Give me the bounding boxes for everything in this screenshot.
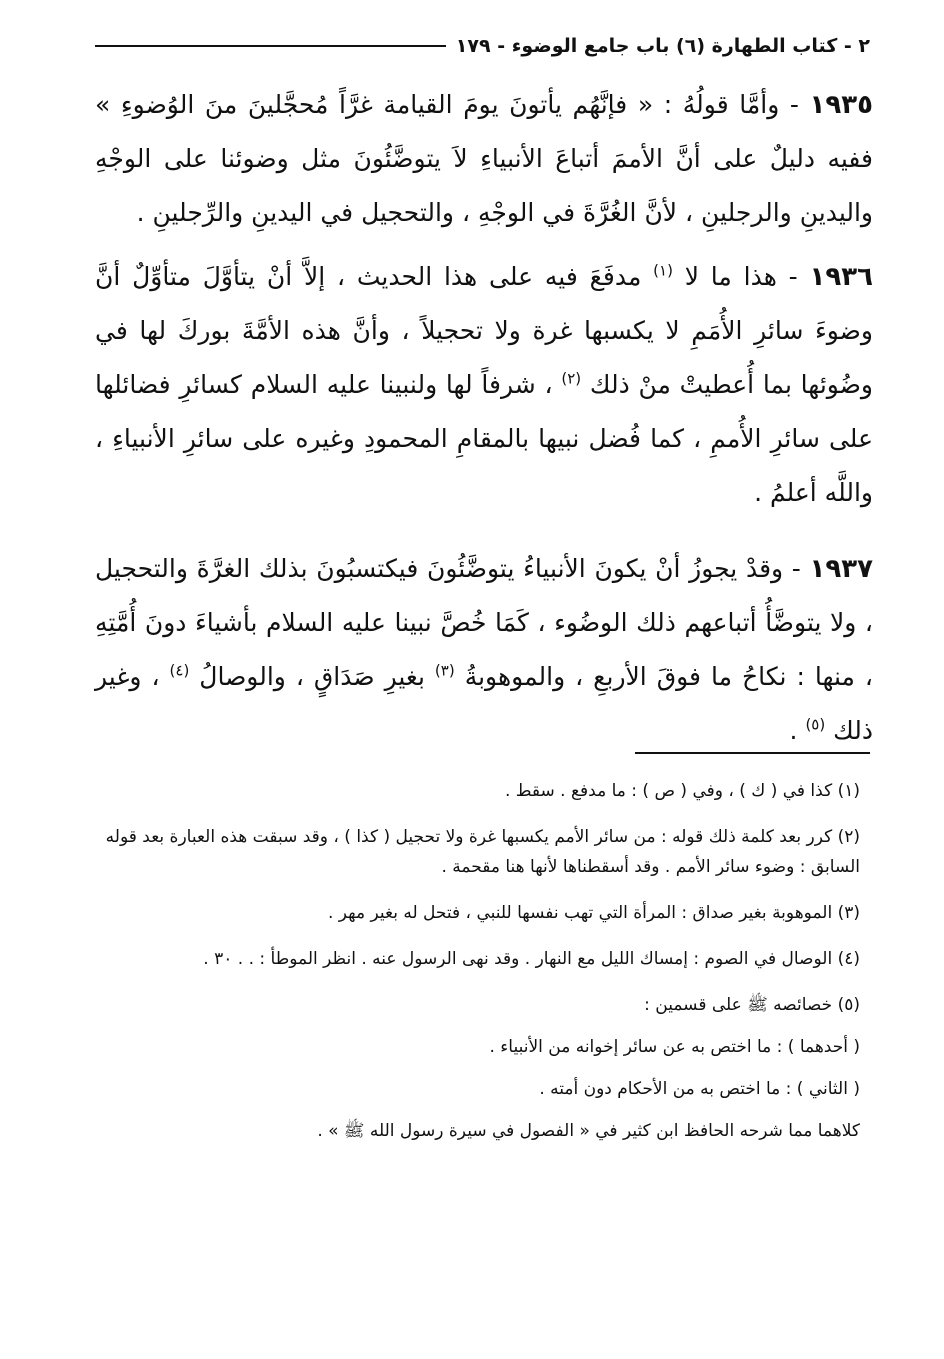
paragraph-text: - هذا ما لا: [684, 262, 798, 291]
footnote-5-part-1: ( أحدهما ) : ما اختص به عن سائر إخوانه من الأنبياء .: [489, 1037, 860, 1057]
footnote-ref-5[interactable]: (٥): [805, 715, 826, 734]
paragraph-number: ١٩٣٦: [809, 262, 873, 292]
footnote-ref-4[interactable]: (٤): [169, 661, 190, 680]
paragraph-text: بغيرِ صَدَاقٍ ، والوصالُ: [199, 662, 425, 691]
footnote-5-source: كلاهما مما شرحه الحافظ ابن كثير في « الفصول في سيرة رسول الله ﷺ » .: [317, 1121, 860, 1141]
paragraph-1937: [95, 542, 873, 758]
footnote-2: (٢) كرر بعد كلمة ذلك قوله : من سائر الأمم يكسبها غرة ولا تحجيل ( كذا ) ، وقد سبقت هذه العبارة بعد قوله السابق : وضوء سائر الأمم . وقد أسقطناها لأنها هنا مقحمة .: [105, 827, 860, 877]
footnote-1: (١) كذا في ( ك ) ، وفي ( ص ) : ما مدفع . سقط .: [504, 781, 860, 801]
running-header: [95, 28, 870, 64]
paragraph-number: ١٩٣٧: [809, 554, 874, 584]
paragraph-text: ، وغير ذلك: [95, 662, 873, 745]
footnote-ref-1[interactable]: (١): [653, 261, 673, 280]
running-title: ٢ - كتاب الطهارة (٦) باب جامع الوضوء - ١٧٩: [455, 35, 870, 57]
paragraph-number: ١٩٣٥: [809, 90, 873, 120]
footnote-5: (٥) خصائصه ﷺ على قسمين :: [644, 995, 860, 1015]
footnote-ref-3[interactable]: (٣): [434, 661, 455, 680]
paragraph-text: .: [789, 716, 798, 745]
footnote-5-part-2: ( الثاني ) : ما اختص به من الأحكام دون أمته .: [539, 1079, 860, 1099]
paragraph-text: - وأمَّا قولُهُ : « فإنَّهُم يأتونَ يومَ القيامة غرَّاً مُحجَّلينَ منَ الوُضوءِ » ففيه دليلٌ على أنَّ الأممَ أتباعَ الأنبياءِ لاَ يتوضَّئُونَ مثل وضوئنا على الوجْهِ واليدينِ والرجلينِ ، لأنَّ الغُرَّةَ في الوجْهِ ، والتحجيل في اليدينِ والرِّجلينِ .: [95, 90, 873, 227]
paragraph-text: مدفَعَ فيه على هذا الحديث ، إلاَّ أنْ يتأوَّلَ متأوِّلٌ أنَّ وضوءَ سائرِ الأُمَمِ لا يكسبها غرة ولا تحجيلاً ، وأنَّ هذه الأمَّةَ بوركَ لها في وضُوئها بما أُعطيتْ منْ ذلك: [95, 262, 873, 399]
footnotes: [105, 776, 860, 1158]
footnote-divider: [635, 752, 870, 754]
paragraph-1936: [95, 250, 873, 520]
footnote-4: (٤) الوصال في الصوم : إمساك الليل مع النهار . وقد نهى الرسول عنه . انظر الموطأ : . . ٣٠ .: [203, 949, 860, 969]
main-text: [95, 78, 873, 758]
footnote-ref-2[interactable]: (٢): [561, 369, 582, 388]
footnote-3: (٣) الموهوبة بغير صداق : المرأة التي تهب نفسها للنبي ، فتحل له بغير مهر .: [327, 903, 860, 923]
paragraph-text: ، شرفاً لها ولنبينا عليه السلام كسائرِ فضائلها على سائرِ الأُممِ ، كما فُضل نبيها بالمقامِ المحمودِ وغيره على سائرِ الأنبياءِ ، واللَّه أعلمُ .: [95, 370, 873, 507]
paragraph-1935: [95, 78, 873, 240]
header-rule: [95, 45, 446, 47]
paragraph-text: - وقدْ يجوزُ أنْ يكونَ الأنبياءُ يتوضَّئُونَ فيكتسبُونَ بذلك الغرَّةَ والتحجيل ، ولا يتوضَّأُ أتباعهم ذلك الوضُوء ، كَمَا خُصَّ نبينا عليه السلام بأشياءَ دونَ أُمَّتِهِ ، منها : نكاحُ ما فوقَ الأربعِ ، والموهوبةُ: [95, 554, 873, 691]
